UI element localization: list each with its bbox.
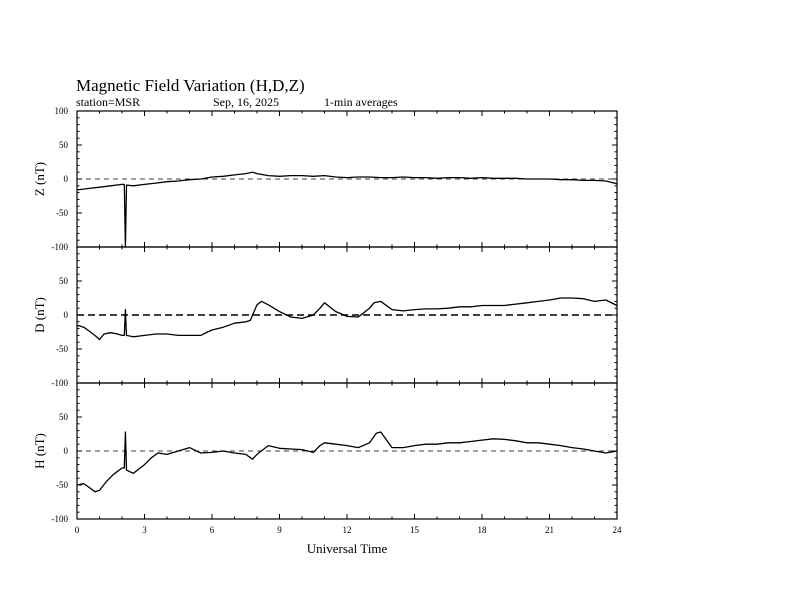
y-axis-label-h: H (nT) <box>32 433 47 469</box>
x-tick-label: 0 <box>74 525 80 535</box>
y-tick-label-h: 50 <box>59 412 68 422</box>
series-line-h <box>77 432 617 492</box>
y-tick-label-z: -50 <box>56 208 68 218</box>
x-axis-label: Universal Time <box>306 541 388 556</box>
y-axis-label-d: D (nT) <box>32 297 47 333</box>
y-tick-label-z: -100 <box>51 242 68 252</box>
y-tick-label-d: 0 <box>63 310 68 320</box>
y-tick-label-h: -100 <box>51 514 68 524</box>
y-tick-label-z: 0 <box>63 174 68 184</box>
series-line-d <box>77 298 617 340</box>
x-tick-label: 15 <box>410 525 419 535</box>
y-tick-label-d: 50 <box>59 276 68 286</box>
y-tick-label-d: -50 <box>56 344 68 354</box>
y-tick-label-d: -100 <box>51 378 68 388</box>
y-tick-label-h: -50 <box>56 480 68 490</box>
x-tick-label: 6 <box>209 525 215 535</box>
x-tick-label: 12 <box>342 525 352 535</box>
series-line-z <box>77 172 617 247</box>
x-tick-label: 18 <box>477 525 487 535</box>
station-label: station=MSR <box>76 95 141 109</box>
date-label: Sep, 16, 2025 <box>213 95 279 109</box>
y-axis-label-z: Z (nT) <box>32 161 47 197</box>
chart-title: Magnetic Field Variation (H,D,Z) <box>76 76 305 95</box>
x-tick-label: 24 <box>612 525 622 535</box>
averaging-label: 1-min averages <box>324 95 398 109</box>
x-tick-label: 9 <box>277 525 282 535</box>
x-tick-label: 3 <box>142 525 147 535</box>
x-tick-label: 21 <box>545 525 554 535</box>
y-tick-label-z: 50 <box>59 140 68 150</box>
y-tick-label-z: 100 <box>54 106 68 116</box>
y-tick-label-h: 0 <box>63 446 68 456</box>
